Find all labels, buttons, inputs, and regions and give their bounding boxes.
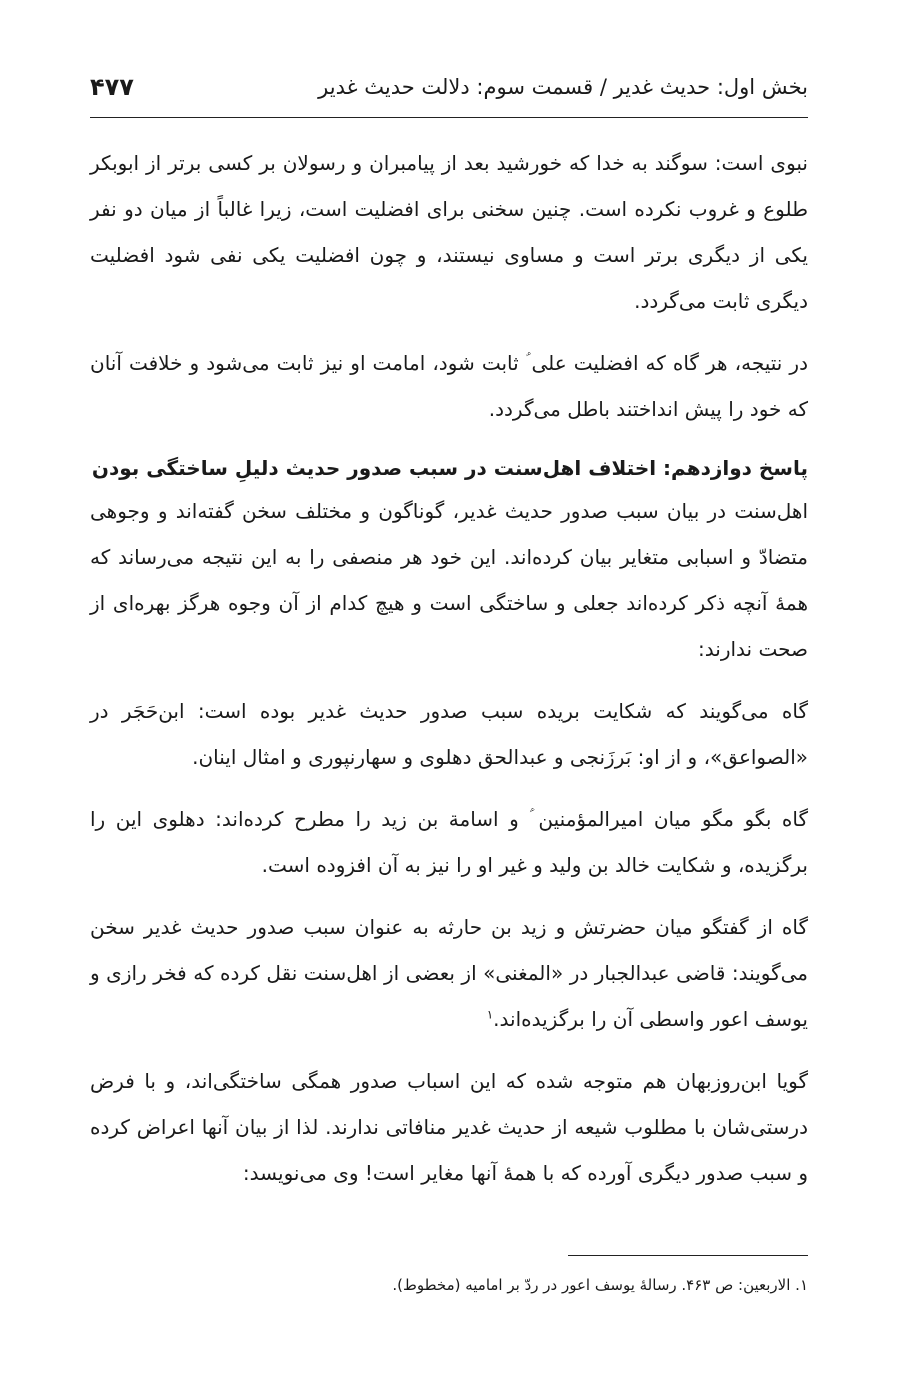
paragraph-3: اهل‌سنت در بیان سبب صدور حدیث غدیر، گوناگون و مختلف سخن گفته‌اند و وجوهی متضادّ و اسبابی متغایر بیان کرده‌اند. این خود هر منصفی را به این نتیجه می‌رساند که همهٔ آنچه ذکر کرده‌اند جعلی و ساختگی است و هیچ کدام از آن وجوه هرگز بهره‌ای از صحت ندارند: [90, 499, 808, 661]
page-number: ۴۷۷ [90, 73, 134, 101]
footnote-reference: ۱ [486, 1007, 494, 1022]
header-divider [90, 117, 808, 118]
paragraph-6-text: گاه از گفتگو میان حضرتش و زید بن حارثه به عنوان سبب صدور حدیث غدیر سخن می‌گویند: قاضی عبدالجبار در «المغنی» از بعضی از اهل‌سنت نقل کرده که فخر رازی و یوسف اعور واسطی آن را برگزیده‌اند. [90, 915, 808, 1031]
paragraph-7: گویا ابن‌روزبهان هم متوجه شده که این اسباب صدور همگی ساختگی‌اند، و با فرض درستی‌شان با مطلوب شیعه از حدیث غدیر منافاتی ندارند. لذا از بیان آنها اعراض کرده و سبب صدور دیگری آورده که با همهٔ آنها مغایر است! وی می‌نویسد: [90, 1069, 808, 1185]
running-header [90, 62, 808, 112]
section-heading: پاسخ دوازدهم: اختلاف اهل‌سنت در سبب صدور حدیث دلیلِ ساختگی بودن [91, 456, 808, 480]
paragraph-2: در نتیجه، هر گاه که افضلیت علی ؑ ثابت شود، امامت او نیز ثابت می‌شود و خلافت آنان که خود را پیش انداختند باطل می‌گردد. [90, 351, 808, 421]
footnote: ۱. الاربعین: ص ۴۶۳. رسالهٔ یوسف اعور در ردّ بر امامیه (مخطوط). [392, 1276, 808, 1294]
header-title: بخش اول: حدیث غدیر / قسمت سوم: دلالت حدیث غدیر [318, 75, 808, 99]
paragraph-6 [90, 904, 808, 1042]
main-text [90, 140, 808, 1212]
paragraph-1: نبوی است: سوگند به خدا که خورشید بعد از پیامبران و رسولان بر کسی برتر از ابوبکر طلوع و غروب نکرده است. چنین سخنی برای افضلیت است، زیرا غالباً از میان دو نفر یکی از دیگری برتر است و مساوی نیستند، و چون افضلیت یکی نفی شود افضلیت دیگری ثابت می‌گردد. [90, 151, 808, 313]
paragraph-5: گاه بگو مگو میان امیرالمؤمنین ؑ و اسامة بن زید را مطرح کرده‌اند: دهلوی این را برگزیده، و شکایت خالد بن ولید و غیر او را نیز به آن افزوده است. [90, 807, 808, 877]
footnote-divider [568, 1255, 808, 1256]
paragraph-4: گاه می‌گویند که شکایت بریده سبب صدور حدیث غدیر بوده است: ابن‌حَجَر در «الصواعق»، و از او: بَرزَنجی و عبدالحق دهلوی و سهارنپوری و امثال اینان. [90, 699, 808, 769]
